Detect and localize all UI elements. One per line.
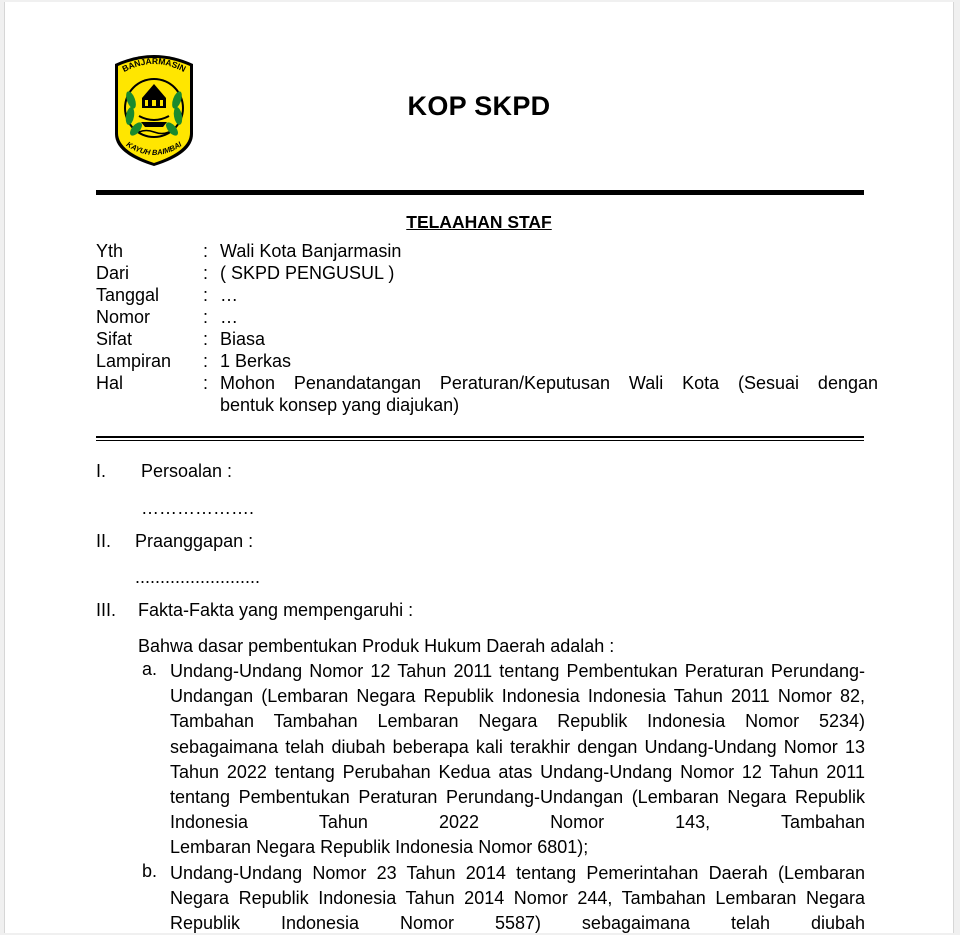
meta-label: Nomor xyxy=(96,307,151,327)
list-text-body: Undang-Undang Nomor 12 Tahun 2011 tentang Pembentukan Peraturan Perundang-Undangan (Lembaran Negara Republik Indonesia Indonesia Tahun 2011 Nomor 82, Tambahan Tambahan Lembaran Negara Republik Indonesia Nomor 5234) sebagaimana telah diubah beberapa kali terakhir dengan Undang-Undang Nomor 13 Tahun 2022 tentang Perubahan Kedua atas Undang-Undang Nomor 12 Tahun 2011 tentang Pembentukan Peraturan Perundang-Undangan (Lembaran Negara Republik Indonesia Tahun 2022 Nomor 143, Tambahan xyxy=(170,661,865,833)
hal-line-1: Mohon Penandatangan Peraturan/Keputusan Wali Kota (Sesuai dengan xyxy=(220,373,878,393)
section-placeholder: ………………. xyxy=(141,498,255,518)
meta-label: Sifat xyxy=(96,329,133,349)
meta-colon: : xyxy=(203,285,209,305)
svg-text:BANJARMASIN: BANJARMASIN xyxy=(120,55,188,74)
section-title-persoalan: Persoalan : xyxy=(141,461,233,481)
meta-label: Lampiran xyxy=(96,351,172,371)
meta-label: Yth xyxy=(96,241,124,261)
document-title: TELAAHAN STAF xyxy=(406,212,552,232)
meta-colon: : xyxy=(203,351,209,371)
header-divider xyxy=(96,190,864,195)
hal-line-2: bentuk konsep yang diajukan) xyxy=(220,395,460,415)
meta-value: … xyxy=(220,285,238,305)
section-title-fakta: Fakta-Fakta yang mempengaruhi : xyxy=(138,600,414,620)
meta-label: Tanggal xyxy=(96,285,160,305)
section-intro: Bahwa dasar pembentukan Produk Hukum Daerah adalah : xyxy=(138,636,615,656)
list-text-body: Undang-Undang Nomor 23 Tahun 2014 tentang Pemerintahan Daerah (Lembaran Negara Republik Indonesia Tahun 2014 Nomor 244, Tambahan Lembaran Negara Republik Indonesia Nomor 5587) sebagaimana telah diubah xyxy=(170,863,865,933)
list-marker: a. xyxy=(142,659,158,679)
meta-label: Dari xyxy=(96,263,130,283)
meta-colon: : xyxy=(203,329,209,349)
list-marker: b. xyxy=(142,861,158,881)
meta-value xyxy=(220,372,878,394)
meta-colon: : xyxy=(203,263,209,283)
section-title-praanggapan: Praanggapan : xyxy=(135,531,254,551)
meta-value: Wali Kota Banjarmasin xyxy=(220,241,402,261)
meta-value: 1 Berkas xyxy=(220,351,292,371)
list-text xyxy=(170,659,865,861)
section-number: III. xyxy=(96,600,117,620)
meta-colon: : xyxy=(203,241,209,261)
section-number: II. xyxy=(96,531,112,551)
meta-colon: : xyxy=(203,373,209,393)
list-text xyxy=(170,861,865,933)
list-text-last-line: Lembaran Negara Republik Indonesia Nomor 6801); xyxy=(170,837,589,858)
section-number: I. xyxy=(96,461,107,481)
kop-title: KOP SKPD xyxy=(407,91,551,121)
meta-value: Biasa xyxy=(220,329,266,349)
section-placeholder: ......................... xyxy=(135,567,261,587)
meta-colon: : xyxy=(203,307,209,327)
meta-divider-bottom xyxy=(96,440,864,441)
meta-value: ( SKPD PENGUSUL ) xyxy=(220,263,395,283)
svg-text:KAYUH BAIMBAI: KAYUH BAIMBAI xyxy=(124,139,184,158)
document-page xyxy=(4,2,954,933)
meta-value: … xyxy=(220,307,238,327)
meta-divider-top xyxy=(96,436,864,438)
meta-label: Hal xyxy=(96,373,124,393)
